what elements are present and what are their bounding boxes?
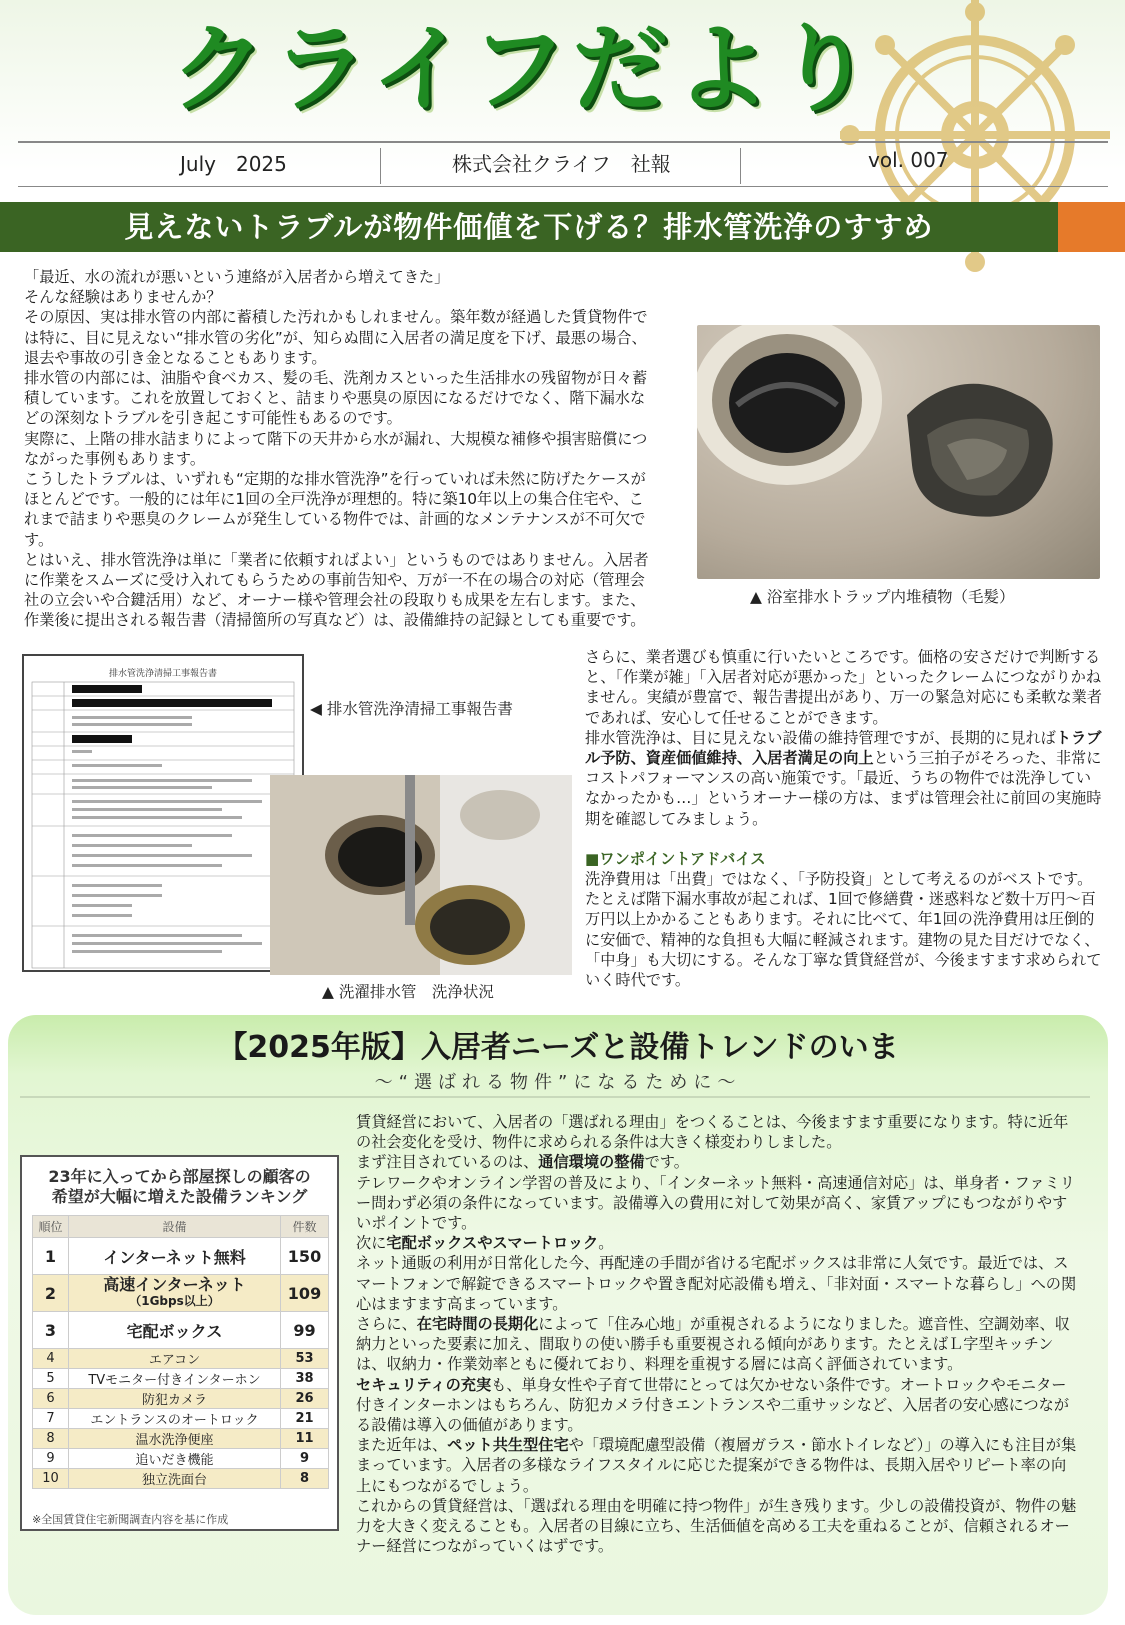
- table-row: [33, 1449, 329, 1469]
- table-row: [33, 1312, 329, 1349]
- item-cell: 温水洗浄便座: [69, 1429, 281, 1449]
- rank-cell: 10: [33, 1469, 69, 1489]
- paragraph: [356, 1314, 1078, 1375]
- item-cell: [69, 1275, 281, 1312]
- paragraph: 実際に、上階の排水詰まりによって階下の天井から水が漏れ、大規模な補修や損害賠償につながった事例もあります。: [24, 429, 648, 468]
- header-rule-top: [18, 141, 1108, 143]
- paragraph: これからの賃貸経営は、「選ばれる理由を明確に持つ物件」が生き残ります。少しの設備投資が、物件の魅力を大きく変えることも。入居者の目線に立ち、生活価値を高める工夫を重ねることが、信頼されるオーナー経営につながっていくはずです。: [356, 1496, 1077, 1556]
- paragraph: ネット通販の利用が日常化した今、再配達の手間が省ける宅配ボックスは非常に人気です。最近では、スマートフォンで解錠できるスマートロックや置き配対応設備も増え、「非対面・スマートな暮らし」への関心はますます高まっています。: [356, 1254, 1077, 1313]
- issue-date: July 2025: [180, 152, 287, 176]
- item-cell: インターネット無料: [69, 1238, 281, 1275]
- ranking-source-note: ※全国賃貸住宅新聞調査内容を基に作成: [32, 1513, 229, 1526]
- paragraph: その原因、実は排水管の内部に蓄積した汚れかもしれません。築年数が経過した賃貸物件では特に、目に見えない“排水管の劣化”が、知らぬ間に入居者の満足度を下げ、最悪の場合、退去や事故の引き金となることもあります。: [24, 308, 648, 367]
- lead-line: 「最近、水の流れが悪いという連絡が入居者から増えてきた」: [24, 268, 450, 286]
- paragraph: 賃貸経営において、入居者の「選ばれる理由」をつくることは、今後ますます重要になります。特に近年の社会変化を受け、物件に求められる条件は大きく様変わりしました。: [356, 1113, 1069, 1152]
- paragraph: さらに、業者選びも慎重に行いたいところです。価格の安さだけで判断すると、「作業が雑」「入居者対応が悪かった」といったクレームにつながりかねません。実績が豊富で、報告書提出があり、万一の緊急対応にも柔軟な業者であれば、安心して任せることができます。: [585, 648, 1102, 727]
- table-row: [33, 1349, 329, 1369]
- section-subtitle: ～“選ばれる物件”になるために～: [374, 1072, 742, 1093]
- column-header: 件数: [281, 1216, 329, 1238]
- text: によって「住み心地」が重視されるようになりました。遮音性、空調効率、収納力といった要素に加え、間取りの使い勝手も重要視される傾向があります。たとえばＬ字型キッチンは、収納力・作業効率ともに優れており、料理を重視する層には高く評価されています。: [356, 1315, 1070, 1374]
- newsletter-logo: クライフだより: [170, 13, 879, 125]
- count-cell: 9: [281, 1449, 329, 1469]
- emphasis: セキュリティの充実: [356, 1375, 492, 1394]
- table-row: [33, 1409, 329, 1429]
- text: や「環境配慮型設備（複層ガラス・節水トイレなど）」の導入にも注目が集まっています。入居者の多様なライフスタイルに応じた提案ができる物件は、長期入居やリピート率の向上にもつながるでしょう。: [356, 1436, 1077, 1495]
- bath-drain-photo: [697, 325, 1100, 579]
- count-cell: 99: [281, 1312, 329, 1349]
- item-cell: 宅配ボックス: [69, 1312, 281, 1349]
- text: 。: [598, 1234, 614, 1253]
- item-cell: 防犯カメラ: [69, 1389, 281, 1409]
- paragraph: こうしたトラブルは、いずれも“定期的な排水管洗浄”を行っていれば未然に防げたケースがほとんどです。一般的には年に1回の全戸洗浄が理想的。特に築10年以上の集合住宅や、これまで詰まりや悪臭のクレームが発生している物件では、計画的なメンテナンスが不可欠です。: [24, 470, 646, 549]
- rank-cell: 1: [33, 1238, 69, 1275]
- text: 排水管洗浄は、目に見えない設備の維持管理ですが、長期的に見れば: [585, 728, 1056, 747]
- text: です。: [644, 1153, 689, 1172]
- text: 次に: [356, 1234, 387, 1253]
- banner-accent: [1058, 202, 1125, 252]
- table-row: [33, 1389, 329, 1409]
- column-header: 設備: [69, 1216, 281, 1238]
- ranking-grid: [32, 1215, 329, 1489]
- item-cell: エントランスのオートロック: [69, 1409, 281, 1429]
- emphasis: 通信環境の整備: [538, 1153, 645, 1172]
- article-body-right: [585, 647, 1105, 990]
- count-cell: 38: [281, 1369, 329, 1389]
- text: まず注目されているのは、: [356, 1153, 539, 1172]
- item-name: 高速インターネット: [103, 1275, 246, 1294]
- header-rule-bottom: [18, 186, 1108, 187]
- header-separator: [740, 148, 741, 184]
- item-cell: 追いだき機能: [69, 1449, 281, 1469]
- paragraph: [356, 1233, 1078, 1253]
- table-row: [33, 1429, 329, 1449]
- paragraph: [585, 728, 1105, 829]
- text: という三拍子がそろった、非常にコストパフォーマンスの高い施策です。「最近、うちの物件では洗浄していなかったかも…」というオーナー様の方は、まずは管理会社に前回の実施時期を確認してみましょう。: [585, 749, 1102, 828]
- count-cell: 109: [281, 1275, 329, 1312]
- table-row: [33, 1275, 329, 1312]
- lead-line: そんな経験はありませんか？: [24, 288, 222, 307]
- rank-cell: 9: [33, 1449, 69, 1469]
- rank-cell: 5: [33, 1369, 69, 1389]
- count-cell: 150: [281, 1238, 329, 1275]
- item-note: （1Gbps以上）: [129, 1294, 220, 1308]
- item-cell: TVモニター付きインターホン: [69, 1369, 281, 1389]
- emphasis: ペット共生型住宅: [447, 1436, 569, 1455]
- column-header: 順位: [33, 1216, 69, 1238]
- count-cell: 11: [281, 1429, 329, 1449]
- article-title: 見えないトラブルが物件価値を下げる？排水管洗浄のすすめ: [124, 210, 934, 244]
- trend-article-body: [356, 1112, 1078, 1556]
- item-cell: エアコン: [69, 1349, 281, 1369]
- paragraph: [356, 1435, 1078, 1496]
- text: また近年は、: [356, 1436, 448, 1455]
- text: も、単身女性や子育て世帯にとっては欠かせない条件です。オートロックやモニター付きインターホンはもちろん、防犯カメラ付きエントランスや二重サッシなど、入居者の安心感につながる設備は導入の価値があります。: [356, 1375, 1070, 1435]
- paragraph: [356, 1152, 1078, 1172]
- report-caption: ◀ 排水管洗浄清掃工事報告書: [310, 700, 513, 718]
- table-row: [33, 1238, 329, 1275]
- rank-cell: 7: [33, 1409, 69, 1429]
- rank-cell: 8: [33, 1429, 69, 1449]
- rank-cell: 3: [33, 1312, 69, 1349]
- article-body: [24, 267, 654, 631]
- count-cell: 21: [281, 1409, 329, 1429]
- advice-heading: ■ワンポイントアドバイス: [585, 849, 766, 868]
- rank-cell: 2: [33, 1275, 69, 1312]
- cleaning-report-document: [22, 654, 304, 972]
- header-separator: [380, 148, 381, 184]
- ranking-title: [22, 1167, 337, 1207]
- paragraph: テレワークやオンライン学習の普及により、「インターネット無料・高速通信対応」は、単身者・ファミリー問わず必須の条件になっています。設備導入の費用に対して効果が高く、家賃アップにもつながりやすいポイントです。: [356, 1173, 1075, 1233]
- rank-cell: 4: [33, 1349, 69, 1369]
- section-title: 【2025年版】入居者ニーズと設備トレンドのいま: [217, 1030, 899, 1065]
- photo-caption: ▲ 浴室排水トラップ内堆積物（毛髪）: [750, 588, 1015, 606]
- table-row: [33, 1469, 329, 1489]
- volume-number: vol. 007: [868, 148, 949, 172]
- paragraph: 排水管の内部には、油脂や食べカス、髪の毛、洗剤カスといった生活排水の残留物が日々蓄積しています。これを放置しておくと、詰まりや悪臭の原因になるだけでなく、階下漏水などの深刻なトラブルを引き起こす可能性もあるのです。: [24, 369, 648, 428]
- laundry-drain-photo: [270, 775, 572, 975]
- publisher-name: 株式会社クライフ 社報: [452, 152, 671, 176]
- emphasis: 宅配ボックスやスマートロック: [386, 1234, 599, 1253]
- paragraph: とはいえ、排水管洗浄は単に「業者に依頼すればよい」というものではありません。入居者に作業をスムーズに受け入れてもらうための事前告知や、万が一不在の場合の対応（管理会社の立会いや合鍵活用）など、オーナー様や管理会社の段取りも成果を左右します。また、作業後に提出される報告書（清掃箇所の写真など）は、設備維持の記録としても重要です。: [24, 550, 649, 630]
- report-title: 排水管洗浄清掃工事報告書: [108, 669, 217, 679]
- table-row: [33, 1369, 329, 1389]
- advice-text: 洗浄費用は「出費」ではなく、「予防投資」として考えるのがベストです。たとえば階下漏水事故が起これば、1回で修繕費・迷惑料など数十万円〜百万円以上かかることもあります。それに比べて、年1回の洗浄費用は圧倒的に安価で、精神的な負担も大幅に軽減されます。建物の見た目だけでなく、「中身」も大切にする。そんな丁寧な賃貸経営が、今後ますます求められていく時代です。: [585, 870, 1102, 990]
- photo-caption: ▲ 洗濯排水管 洗浄状況: [322, 983, 494, 1001]
- emphasis: 在宅時間の長期化: [416, 1315, 539, 1334]
- section-divider: [20, 1096, 1090, 1098]
- count-cell: 53: [281, 1349, 329, 1369]
- text: さらに、: [356, 1315, 417, 1334]
- count-cell: 26: [281, 1389, 329, 1409]
- count-cell: 8: [281, 1469, 329, 1489]
- equipment-ranking-table: [20, 1155, 339, 1531]
- ranking-title-line: 23年に入ってから部屋探しの顧客の: [48, 1167, 311, 1186]
- paragraph: [356, 1375, 1078, 1436]
- ranking-title-line: 希望が大幅に増えた設備ランキング: [51, 1187, 308, 1206]
- emphasis: トラブル予防、資産価値維持、入居者満足の向上: [585, 728, 1102, 768]
- item-cell: 独立洗面台: [69, 1469, 281, 1489]
- rank-cell: 6: [33, 1389, 69, 1409]
